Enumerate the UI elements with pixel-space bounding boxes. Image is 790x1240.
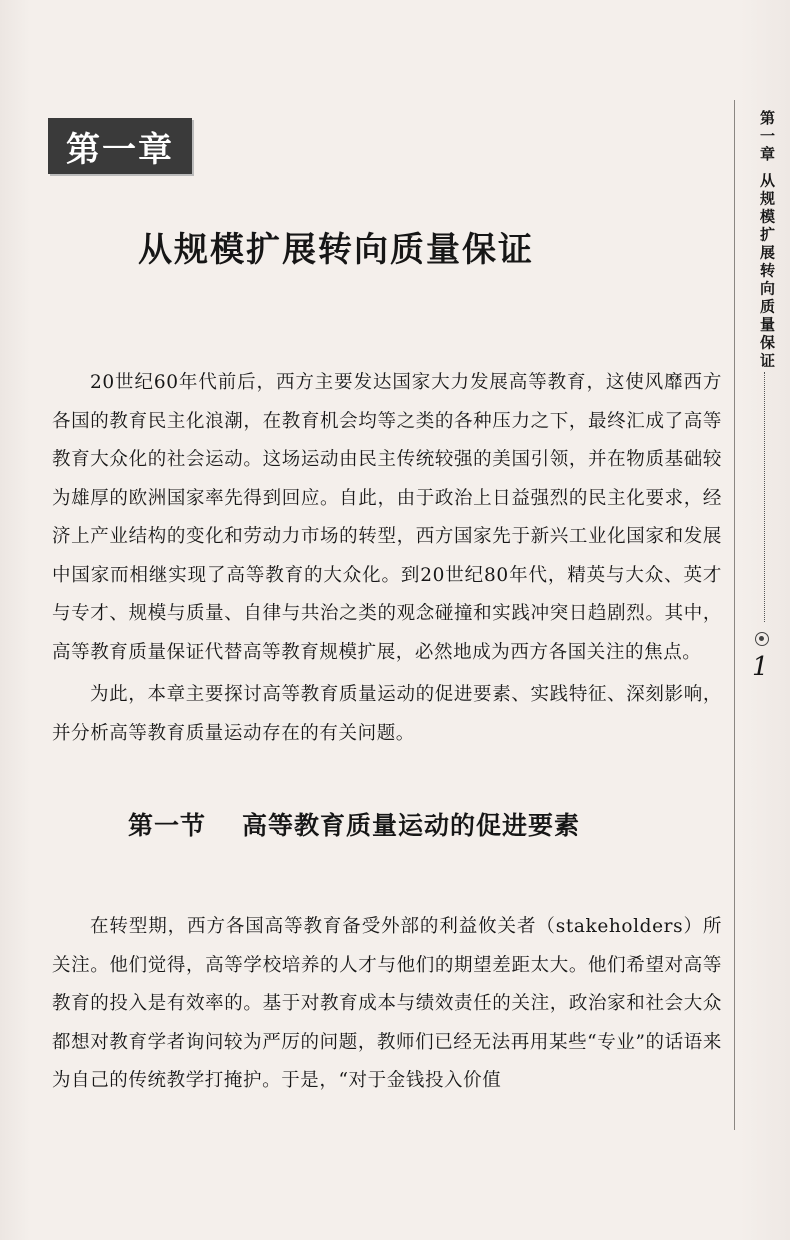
chapter-badge: 第一章 — [48, 118, 192, 174]
running-head-dotted-line — [764, 372, 765, 622]
intro-paragraph-1: 20世纪60年代前后，西方主要发达国家大力发展高等教育，这使风靡西方各国的教育民主化浪潮，在教育机会均等之类的各种压力之下，最终汇成了高等教育大众化的社会运动。这场运动由民主传统较强的美国引领，并在物质基础较为雄厚的欧洲国家率先得到回应。自此，由于政治上日益强烈的民主化要求，经济上产业结构的变化和劳动力市场的转型，西方国家先于新兴工业化国家和发展中国家而相继实现了高等教育的大众化。到20世纪80年代，精英与大众、英才与专才、规模与质量、自律与共治之类的观念碰撞和实践冲突日趋剧烈。其中，高等教育质量保证代替高等教育规模扩展，必然地成为西方各国关注的焦点。 — [52, 372, 722, 663]
section-paragraph-1: 在转型期，西方各国高等教育备受外部的利益攸关者（stakeholders）所关注。他们觉得，高等学校培养的人才与他们的期望差距太大。他们希望对高等教育的投入是有效率的。基于对教育成本与绩效责任的关注，政治家和社会大众都想对教育学者询问较为严厉的问题，教师们已经无法再用某些“专业”的话语来为自己的传统教学打掩护。于是，“对于金钱投入价值 — [52, 916, 722, 1091]
section-title-text: 高等教育质量运动的促进要素 — [242, 811, 581, 840]
section-label: 第一节 — [128, 811, 207, 840]
margin-divider — [734, 100, 735, 1130]
page-marker-icon — [755, 632, 769, 646]
running-head: 第一章 从规模扩展转向质量保证 — [758, 110, 776, 371]
page-number: 1 — [752, 652, 769, 682]
chapter-title: 从规模扩展转向质量保证 — [138, 230, 534, 270]
section-heading — [128, 806, 580, 842]
intro-paragraph-2: 为此，本章主要探讨高等教育质量运动的促进要素、实践特征、深刻影响，并分析高等教育质量运动存在的有关问题。 — [52, 684, 722, 744]
